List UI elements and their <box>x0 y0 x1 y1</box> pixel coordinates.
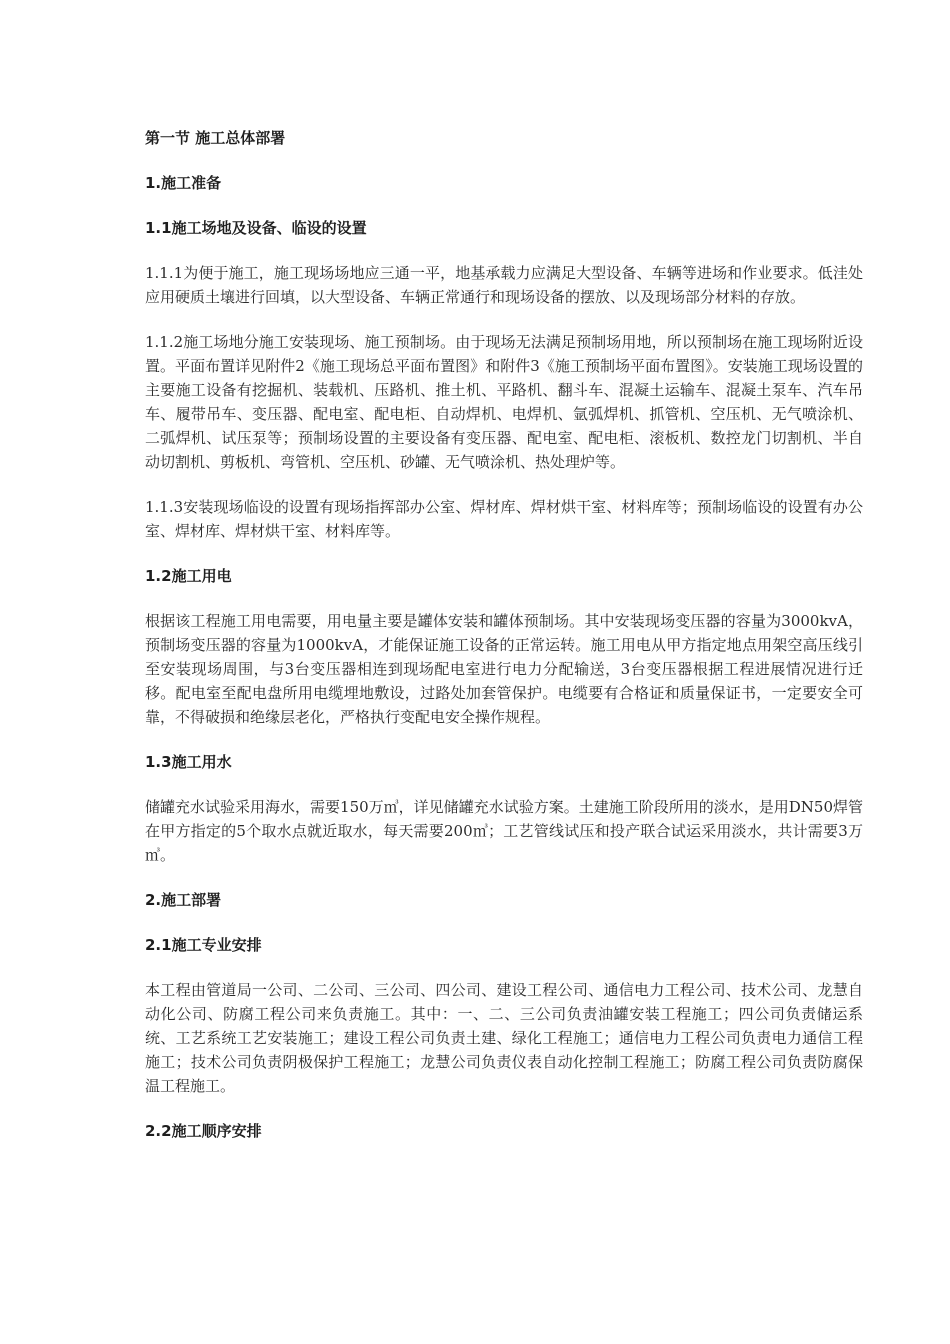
paragraph-1-1-3: 1.1.3安装现场临设的设置有现场指挥部办公室、焊材库、焊材烘干室、材料库等；预制场临设的设置有办公室、焊材库、焊材烘干室、材料库等。 <box>145 498 863 540</box>
paragraph-1-1-2: 1.1.2施工场地分施工安装现场、施工预制场。由于现场无法满足预制场用地，所以预制场在施工现场附近设置。平面布置详见附件2《施工现场总平面布置图》和附件3《施工预制场平面布置图》。安装施工现场设置的主要施工设备有挖掘机、装载机、压路机、推土机、平路机、翻斗车、混凝土运输车、混凝土泵车、汽车吊车、履带吊车、变压器、配电室、配电柜、自动焊机、电焊机、氩弧焊机、抓管机、空压机、无气喷涂机、二弧焊机、试压泵等；预制场设置的主要设备有变压器、配电室、配电柜、滚板机、数控龙门切割机、半自动切割机、剪板机、弯管机、空压机、砂罐、无气喷涂机、热处理炉等。 <box>145 333 863 471</box>
paragraph-1-2: 根据该工程施工用电需要，用电量主要是罐体安装和罐体预制场。其中安装现场变压器的容量为3000kvA，预制场变压器的容量为1000kvA，才能保证施工设备的正常运转。施工用电从甲方指定地点用架空高压线引至安装现场周围，与3台变压器相连到现场配电室进行电力分配输送，3台变压器根据工程进展情况进行迁移。配电室至配电盘所用电缆埋地敷设，过路处加套管保护。电缆要有合格证和质量保证书，一定要安全可靠，不得破损和绝缘层老化，严格执行变配电安全操作规程。 <box>145 612 863 726</box>
heading-construction-deployment: 2.施工部署 <box>145 891 222 909</box>
paragraph-1-1-1: 1.1.1为便于施工，施工现场场地应三通一平，地基承载力应满足大型设备、车辆等进场和作业要求。低洼处应用硬质土壤进行回填，以大型设备、车辆正常通行和现场设备的摆放、以及现场部分材料的存放。 <box>145 264 863 306</box>
document-page <box>145 126 863 1164</box>
heading-construction-water: 1.3施工用水 <box>145 753 232 771</box>
paragraph-2-1: 本工程由管道局一公司、二公司、三公司、四公司、建设工程公司、通信电力工程公司、技术公司、龙慧自动化公司、防腐工程公司来负责施工。其中：一、二、三公司负责油罐安装工程施工；四公司负责储运系统、工艺系统工艺安装施工；建设工程公司负责土建、绿化工程施工；通信电力工程公司负责电力通信工程施工；技术公司负责阴极保护工程施工；龙慧公司负责仪表自动化控制工程施工；防腐工程公司负责防腐保温工程施工。 <box>145 981 863 1095</box>
heading-specialty-arrangement: 2.1施工专业安排 <box>145 936 262 954</box>
heading-construction-sequence: 2.2施工顺序安排 <box>145 1122 262 1140</box>
heading-construction-preparation: 1.施工准备 <box>145 174 222 192</box>
paragraph-1-3: 储罐充水试验采用海水，需要150万㎥，详见储罐充水试验方案。土建施工阶段所用的淡水，是用DN50焊管在甲方指定的5个取水点就近取水，每天需要200㎥；工艺管线试压和投产联合试运采用淡水，共计需要3万㎥。 <box>145 798 863 864</box>
section-title: 第一节 施工总体部署 <box>145 129 286 147</box>
heading-construction-power: 1.2施工用电 <box>145 567 232 585</box>
heading-site-equipment-facilities: 1.1施工场地及设备、临设的设置 <box>145 219 367 237</box>
